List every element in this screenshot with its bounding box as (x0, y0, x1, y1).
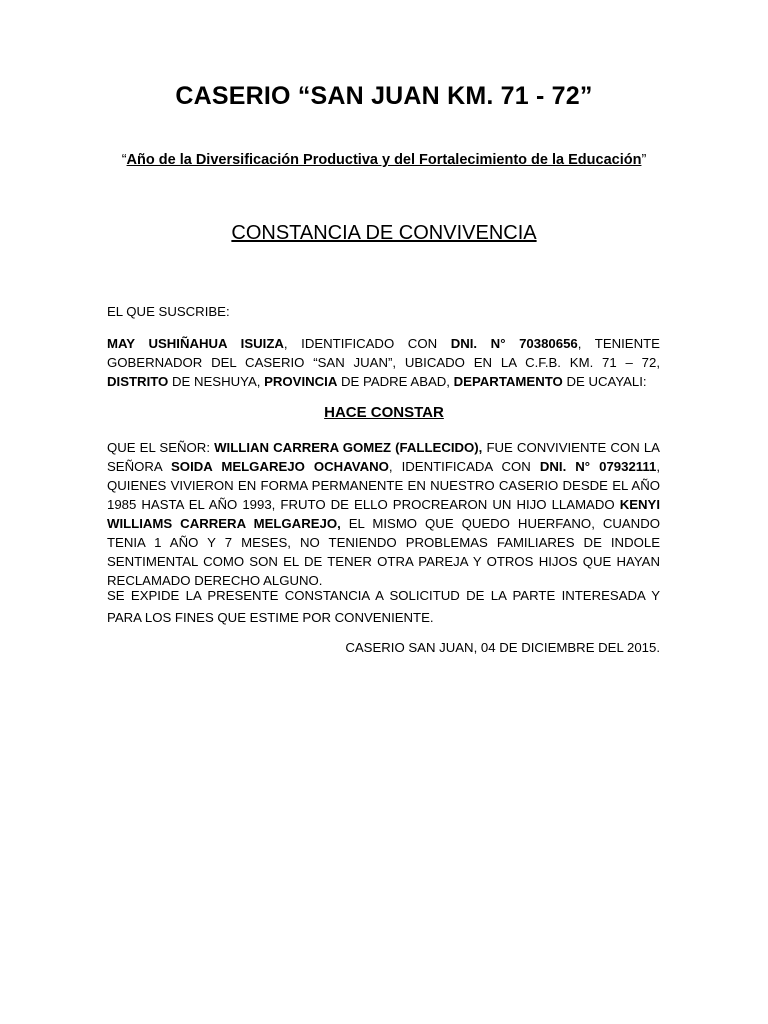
p2-text-2: FUE CONVIVIENTE CON LA SEÑORA (107, 440, 660, 474)
signer-paragraph (107, 334, 660, 391)
partner-name: SOIDA MELGAREJO OCHAVANO (171, 459, 389, 474)
motto-text: Año de la Diversificación Productiva y del Fortalecimiento de la Educación (126, 152, 642, 168)
signer-dni: DNI. N° 70380656 (450, 336, 578, 351)
p2-text-3: , IDENTIFICADA CON (388, 459, 540, 474)
intro-line: EL QUE SUSCRIBE: (107, 304, 230, 319)
child-name: KENYI WILLIAMS CARRERA MELGAREJO, (107, 497, 660, 531)
deceased-name: WILLIAN CARRERA GOMEZ (FALLECIDO), (214, 440, 483, 455)
certification-paragraph (107, 438, 660, 590)
partner-dni: DNI. N° 07932111 (539, 459, 657, 474)
motto-open-quote: “ (121, 152, 127, 168)
p2-text-1: QUE EL SEÑOR: (107, 440, 215, 455)
document-heading: CONSTANCIA DE CONVIVENCIA (231, 222, 537, 244)
p1-text-4: DE PADRE ABAD, (337, 374, 454, 389)
signer-name: MAY USHIÑAHUA ISUIZA (107, 336, 284, 351)
p1-text-5: DE UCAYALI: (562, 374, 647, 389)
year-motto (0, 152, 768, 168)
p2-text-4: , QUIENES VIVIERON EN FORMA PERMANENTE EN NUESTRO CASERIO DESDE EL AÑO 1985 HASTA EL AÑO 1993, FRUTO DE ELLO PROCREARON UN HIJO LLAMADO (107, 459, 661, 512)
p1-text-1: , IDENTIFICADO CON (283, 336, 451, 351)
document-title: CASERIO “SAN JUAN KM. 71 - 72” (175, 82, 593, 110)
place-and-date: CASERIO SAN JUAN, 04 DE DICIEMBRE DEL 2015. (345, 640, 660, 655)
provincia-label: PROVINCIA (264, 374, 338, 389)
p1-text-2: , TENIENTE GOBERNADOR DEL CASERIO “SAN JUAN”, UBICADO EN LA C.F.B. KM. 71 – 72, (107, 336, 660, 370)
distrito-label: DISTRITO (107, 374, 169, 389)
p1-text-3: DE NESHUYA, (168, 374, 265, 389)
issuance-paragraph: SE EXPIDE LA PRESENTE CONSTANCIA A SOLICITUD DE LA PARTE INTERESADA Y PARA LOS FINES QUE ESTIME POR CONVENIENTE. (107, 588, 660, 625)
motto-close-quote: ” (641, 152, 647, 168)
p2-text-5: EL MISMO QUE QUEDO HUERFANO, CUANDO TENIA 1 AÑO Y 7 MESES, NO TENIENDO PROBLEMAS FAMILIARES DE INDOLE SENTIMENTAL COMO SON EL DE TENER OTRA PAREJA Y OTROS HIJOS QUE HAYAN RECLAMADO DERECHO ALGUNO. (107, 516, 660, 588)
departamento-label: DEPARTAMENTO (453, 374, 563, 389)
hace-constar-heading: HACE CONSTAR (324, 404, 444, 421)
